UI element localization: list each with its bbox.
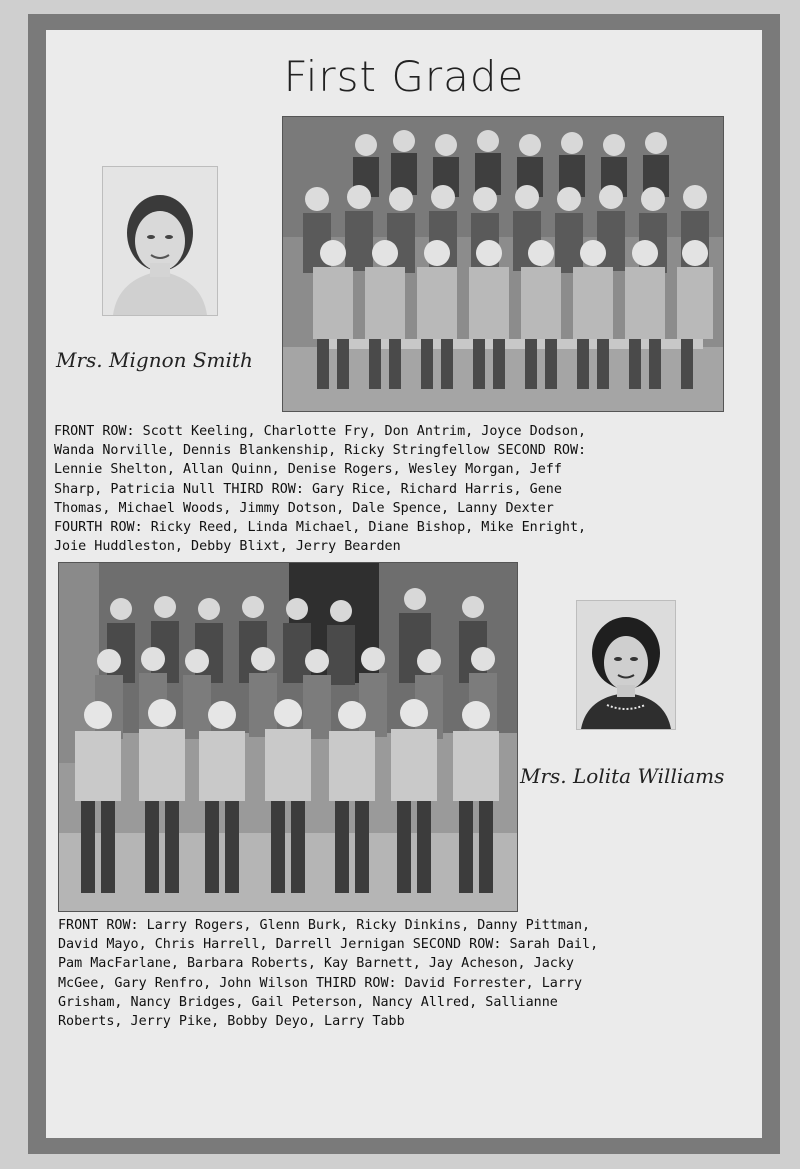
class-photo-smith [282, 116, 724, 412]
class1-roster: FRONT ROW: Scott Keeling, Charlotte Fry, Don Antrim, Joyce Dodson, Wanda Norville, Dennis Blankenship, Ricky Stringfellow SECOND ROW: Lennie Shelton, Allan Quinn, Denise Rogers, Wesley Morgan, Jeff Sharp, Patricia Null THIRD ROW: Gary Rice, Richard Harris, Gene Thomas, Michael Woods, Jimmy Dotson, Dale Spence, Lanny Dexter FOURTH ROW: Ricky Reed, Linda Michael, Diane Bishop, Mike Enright, Joie Huddleston, Debby Blixt, Jerry Bearden [54, 424, 587, 555]
class2-roster: FRONT ROW: Larry Rogers, Glenn Burk, Ricky Dinkins, Danny Pittman, David Mayo, Chris Harrell, Darrell Jernigan SECOND ROW: Sarah Dail, Pam MacFarlane, Barbara Roberts, Kay Barnett, Jay Acheson, Jacky McGee, Gary Renfro, John Wilson THIRD ROW: David Forrester, Larry Grisham, Nancy Bridges, Gail Peterson, Nancy Allred, Sallianne Roberts, Jerry Pike, Bobby Deyo, Larry Tabb [58, 918, 599, 1030]
class-photo-williams [58, 562, 518, 912]
teacher-name-smith: Mrs. Mignon Smith [56, 348, 253, 372]
teacher-portrait-smith [102, 166, 218, 316]
teacher-name-williams: Mrs. Lolita Williams [520, 764, 725, 788]
teacher-portrait-williams [576, 600, 676, 730]
class-photo-1-image [283, 117, 723, 411]
class-photo-2-image [59, 563, 517, 911]
page-title: First Grade [283, 52, 525, 101]
portrait-smith-image [103, 167, 217, 315]
portrait-williams-image [577, 601, 675, 729]
page-frame [28, 14, 780, 1154]
page-sheet [46, 30, 762, 1138]
